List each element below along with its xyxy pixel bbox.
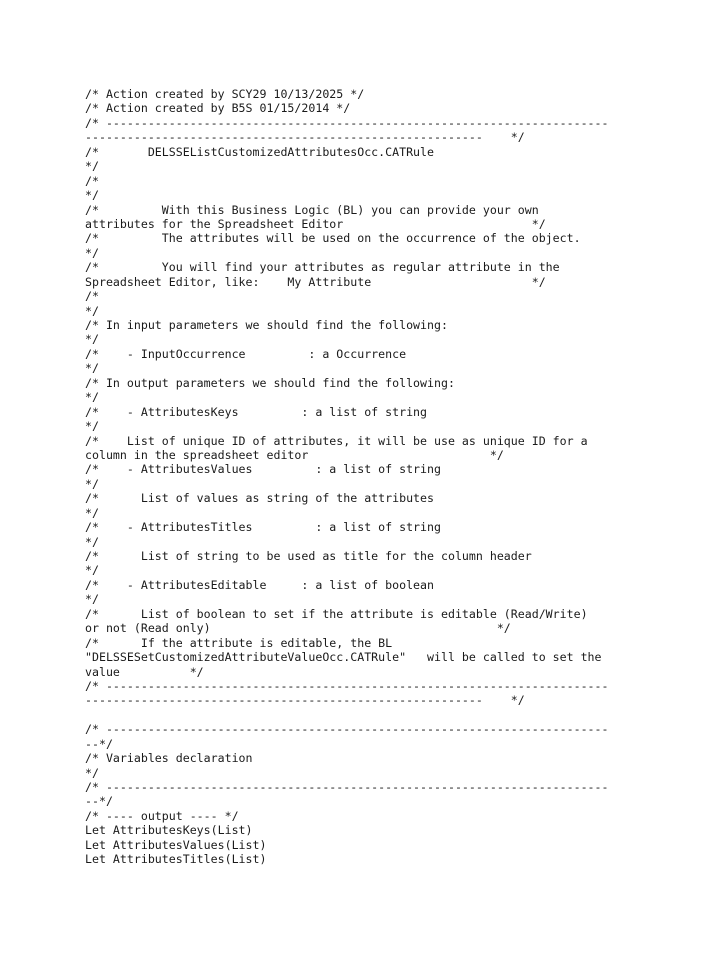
code-line: /* ------------------------------------------------------------------------ <box>85 115 609 130</box>
code-line: /* Action created by SCY29 10/13/2025 */ <box>85 87 365 101</box>
code-line: Let AttributesKeys(List) <box>85 823 253 838</box>
code-line: */ <box>85 159 99 174</box>
code-line: --------------------------------------------------------- */ <box>85 693 525 708</box>
code-line: /* - AttributesValues : a list of string <box>85 462 441 477</box>
code-line: /* Variables declaration <box>85 751 253 766</box>
code-line: "DELSSESetCustomizedAttributeValueOcc.CATRule" will be called to set the <box>85 650 602 665</box>
code-line: /* List of values as string of the attributes <box>85 491 435 506</box>
code-line: /* In input parameters we should find the following: <box>85 318 448 332</box>
code-line: */ <box>85 476 99 491</box>
code-line: Spreadsheet Editor, like: My Attribute */ <box>85 274 546 289</box>
code-line: */ <box>85 361 99 376</box>
code-line: /* List of boolean to set if the attribute is editable (Read/Write) <box>85 606 588 621</box>
code-line <box>85 708 609 722</box>
code-line: */ <box>85 592 99 607</box>
code-line: column in the spreadsheet editor */ <box>85 447 504 462</box>
code-line: /* DELSSEListCustomizedAttributesOcc.CATRule <box>85 144 435 159</box>
code-line: /* You will find your attributes as regular attribute in the <box>85 260 560 275</box>
code-line: /* The attributes will be used on the occurrence of the object. <box>85 231 581 246</box>
code-line: /* - AttributesKeys : a list of string <box>85 404 428 419</box>
code-line: --*/ <box>85 794 113 809</box>
code-line: /* - InputOccurrence : a Occurrence <box>85 346 407 361</box>
code-line: or not (Read only) */ <box>85 621 511 636</box>
code-line: /* <box>85 173 99 188</box>
code-line: --------------------------------------------------------- */ <box>85 130 525 145</box>
code-line: /* ---- output ---- */ <box>85 808 239 823</box>
code-line: */ <box>85 332 99 347</box>
code-line: /* Action created by B5S 01/15/2014 */ <box>85 101 351 116</box>
code-line: /* - AttributesTitles : a list of string <box>85 520 441 535</box>
code-line: /* If the attribute is editable, the BL <box>85 635 393 650</box>
code-listing <box>85 87 609 867</box>
code-line: /* ------------------------------------------------------------------------ <box>85 722 609 737</box>
code-line: */ <box>85 303 99 318</box>
code-line: */ <box>85 390 99 405</box>
code-line: /* List of string to be used as title for the column header <box>85 549 532 563</box>
code-line: /* <box>85 289 99 304</box>
code-line: */ <box>85 765 99 780</box>
code-line: /* List of unique ID of attributes, it will be use as unique ID for a <box>85 433 588 448</box>
code-line: /* ------------------------------------------------------------------------ <box>85 780 609 794</box>
code-line: /* With this Business Logic (BL) you can provide your own <box>85 202 539 217</box>
code-line: /* - AttributesEditable : a list of boolean <box>85 577 435 592</box>
code-line: */ <box>85 419 99 434</box>
code-line: Let AttributesValues(List) <box>85 837 267 852</box>
code-line: Let AttributesTitles(List) <box>85 852 267 867</box>
code-line: */ <box>85 245 99 260</box>
code-line: /* In output parameters we should find the following: <box>85 375 455 390</box>
code-line: value */ <box>85 664 204 679</box>
code-line: */ <box>85 188 99 203</box>
code-line: */ <box>85 505 99 520</box>
code-line: --*/ <box>85 736 113 751</box>
code-line: */ <box>85 534 99 549</box>
code-line: */ <box>85 563 99 578</box>
code-line: /* ------------------------------------------------------------------------ <box>85 678 609 693</box>
code-line: attributes for the Spreadsheet Editor */ <box>85 216 546 231</box>
